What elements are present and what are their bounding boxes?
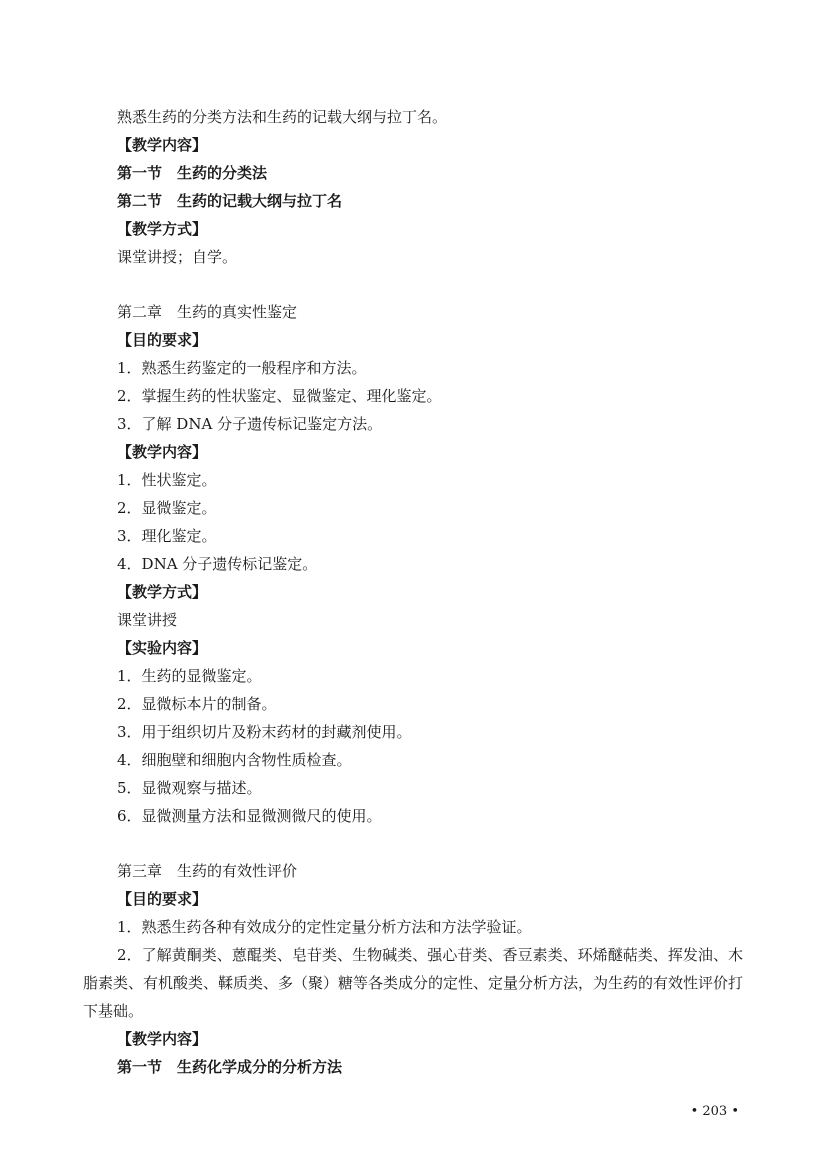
ch2-method-text: 课堂讲授	[117, 611, 178, 629]
ch3-content-heading: 【教学内容】	[117, 1030, 208, 1048]
ch2-title: 第二章 生药的真实性鉴定	[117, 303, 298, 321]
ch3-goal-1: 1．熟悉生药各种有效成分的定性定量分析方法和方法学验证。	[117, 918, 532, 936]
spacer	[83, 271, 743, 298]
ch2-content-item: 4．DNA 分子遗传标记鉴定。	[117, 555, 318, 573]
ch2-goal-item: 2．掌握生药的性状鉴定、显微鉴定、理化鉴定。	[117, 387, 442, 405]
ch2-method-heading: 【教学方式】	[117, 583, 208, 601]
ch2-lab-item: 1．生药的显微鉴定。	[117, 667, 262, 685]
spacer	[83, 830, 743, 857]
ch2-goal-item: 3．了解 DNA 分子遗传标记鉴定方法。	[117, 415, 383, 433]
ch2-content-heading: 【教学内容】	[117, 443, 208, 461]
ch2-goals-heading: 【目的要求】	[117, 331, 208, 349]
ch3-goals-heading: 【目的要求】	[117, 890, 208, 908]
ch2-content-item: 2．显微鉴定。	[117, 499, 217, 517]
ch3-title: 第三章 生药的有效性评价	[117, 862, 298, 880]
ch2-lab-item: 5．显微观察与描述。	[117, 779, 262, 797]
ch1-content-heading: 【教学内容】	[117, 136, 208, 154]
ch1-section-1: 第一节 生药的分类法	[117, 164, 268, 182]
intro-text: 熟悉生药的分类方法和生药的记载大纲与拉丁名。	[117, 108, 448, 126]
ch2-content-item: 1．性状鉴定。	[117, 471, 217, 489]
ch2-goal-item: 1．熟悉生药鉴定的一般程序和方法。	[117, 359, 367, 377]
page-body	[83, 103, 743, 1081]
ch3-goal-2: 2．了解黄酮类、蒽醌类、皂苷类、生物碱类、强心苷类、香豆素类、环烯醚萜类、挥发油、木脂素类、有机酸类、鞣质类、多（聚）糖等各类成分的定性、定量分析方法，为生药的有效性评价打下基础。	[83, 946, 744, 1020]
page-number: • 203 •	[690, 1104, 739, 1119]
ch2-lab-item: 6．显微测量方法和显微测微尺的使用。	[117, 807, 382, 825]
ch2-lab-item: 4．细胞壁和细胞内含物性质检查。	[117, 751, 352, 769]
ch1-section-2: 第二节 生药的记载大纲与拉丁名	[117, 192, 343, 210]
ch3-section-1: 第一节 生药化学成分的分析方法	[117, 1058, 343, 1076]
ch2-content-item: 3．理化鉴定。	[117, 527, 217, 545]
ch2-lab-item: 2．显微标本片的制备。	[117, 695, 277, 713]
ch1-method-heading: 【教学方式】	[117, 220, 208, 238]
ch2-lab-item: 3．用于组织切片及粉末药材的封藏剂使用。	[117, 723, 412, 741]
ch2-lab-heading: 【实验内容】	[117, 639, 208, 657]
ch1-method-text: 课堂讲授；自学。	[117, 248, 238, 266]
